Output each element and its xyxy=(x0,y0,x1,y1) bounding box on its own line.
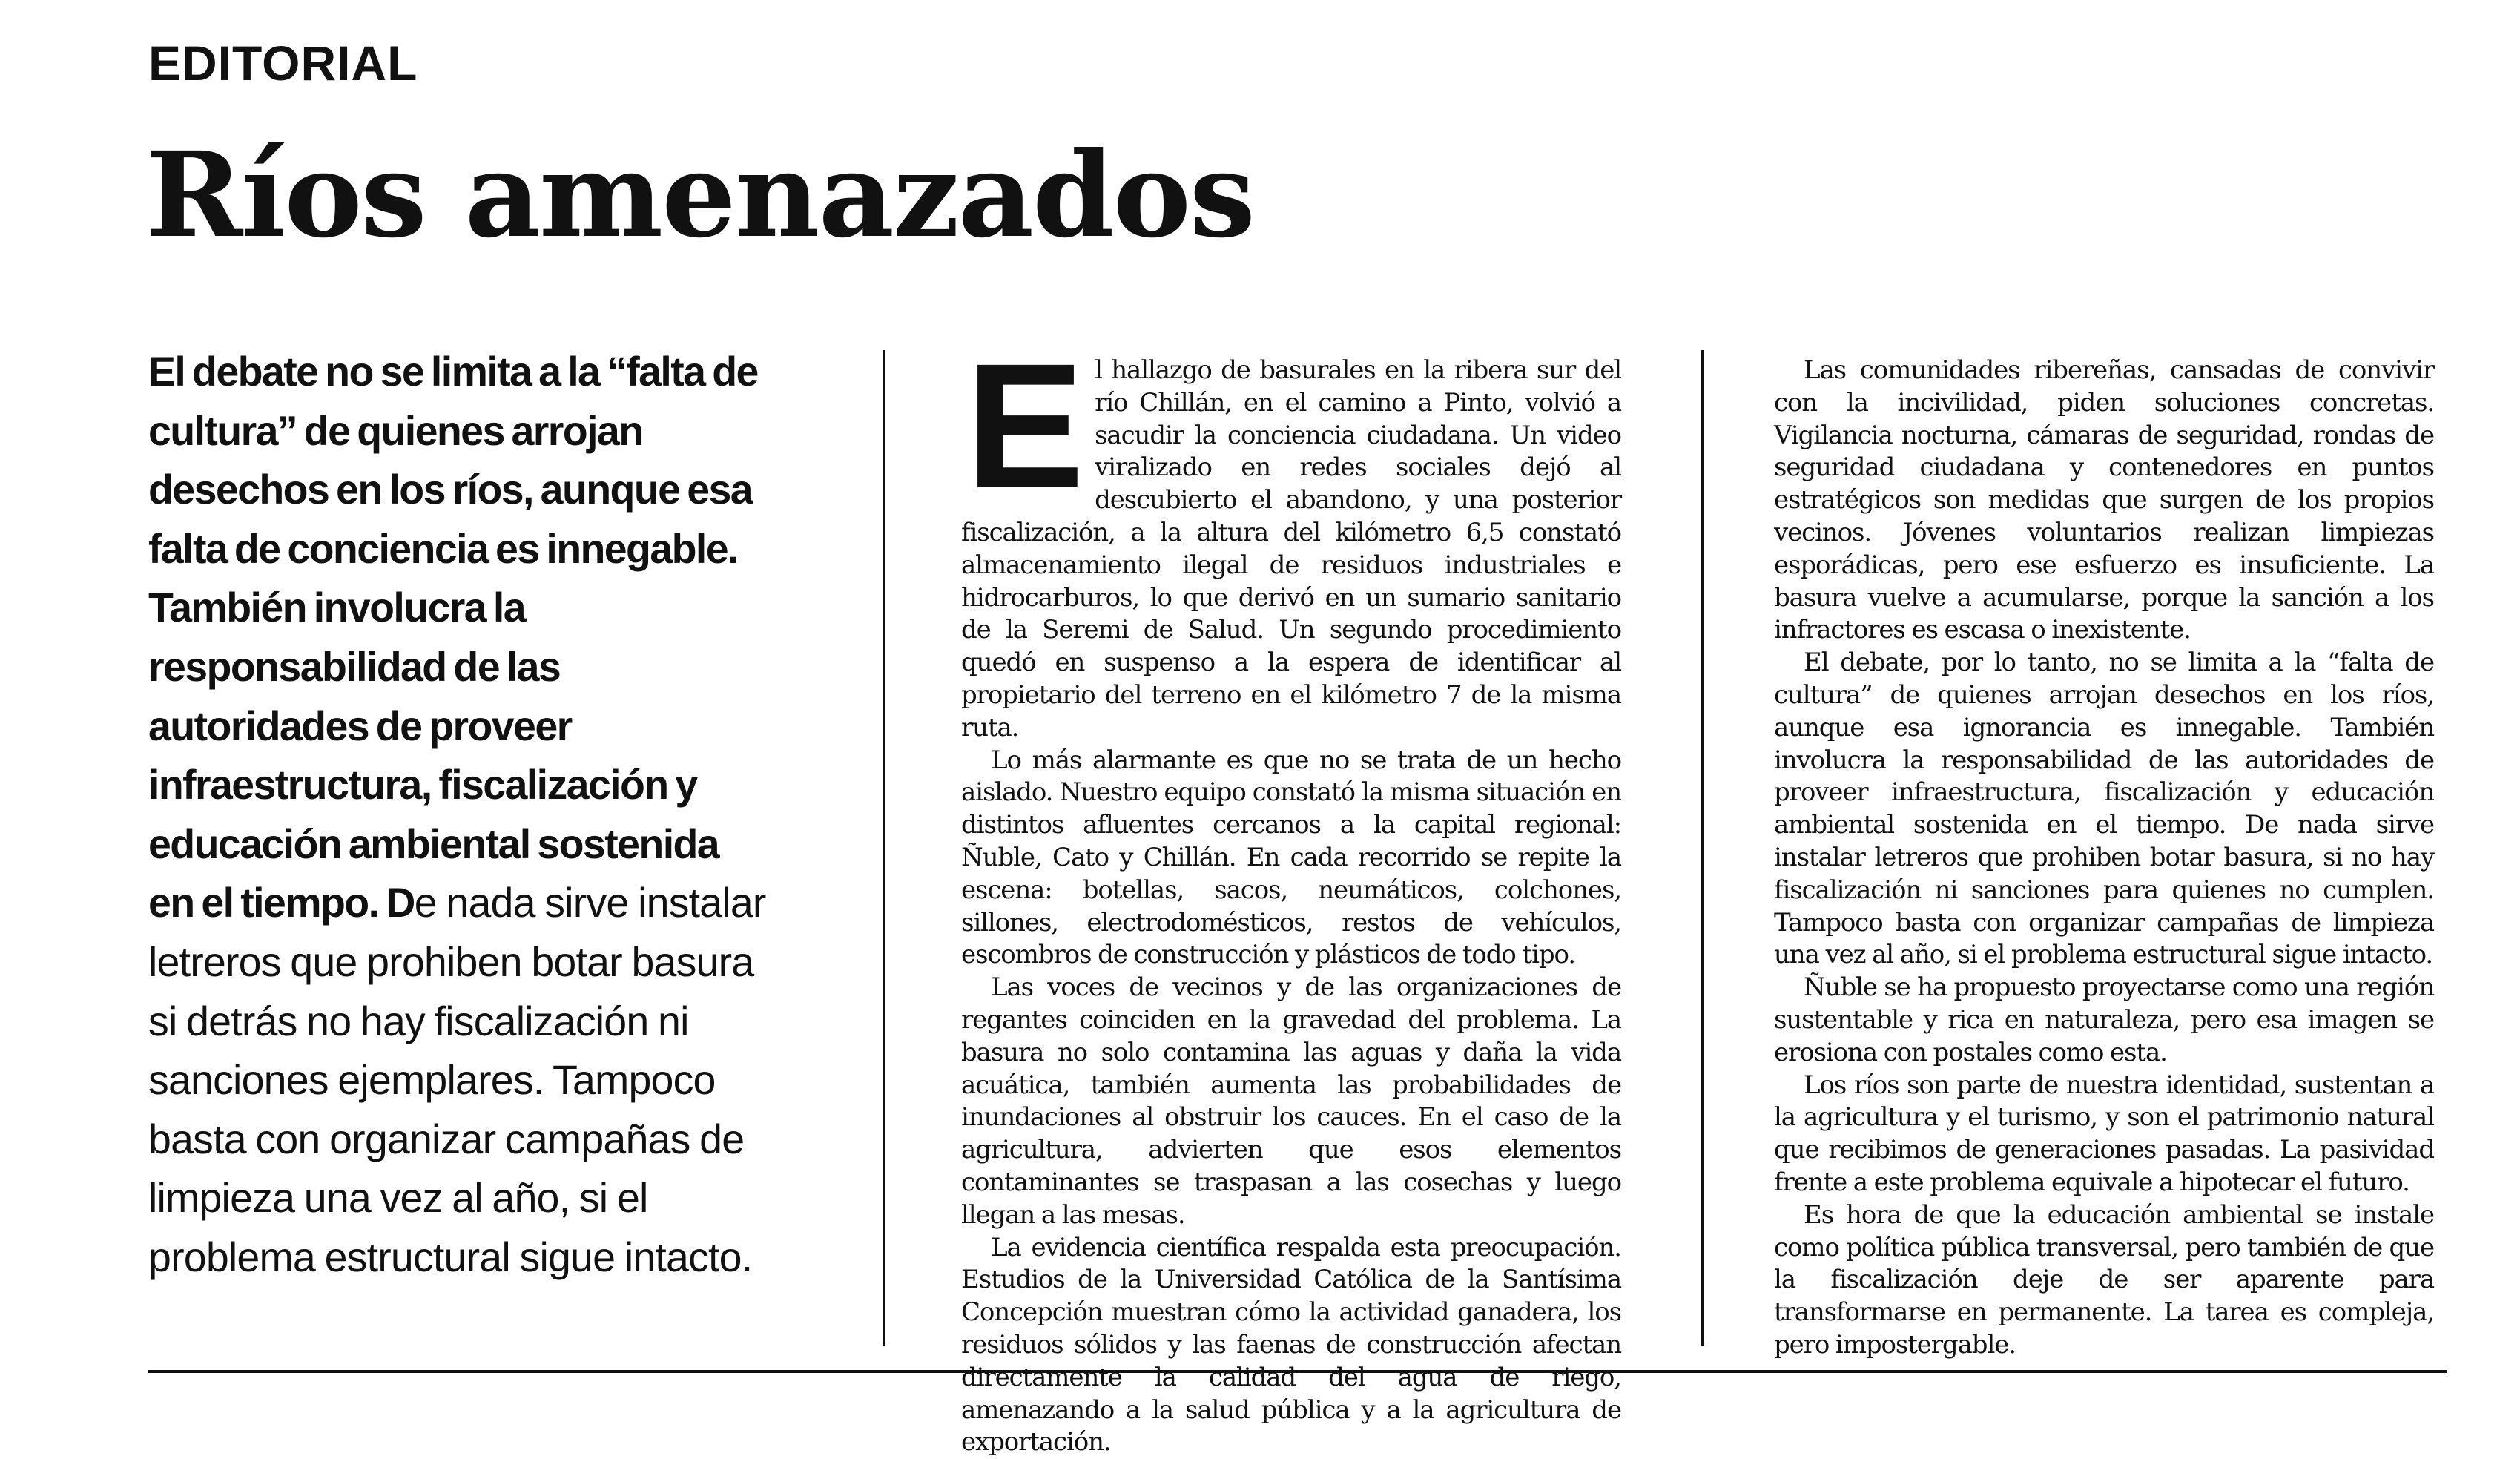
lede-summary xyxy=(148,343,771,1288)
paragraph: Lo más alarmante es que no se trata de un hecho aislado. Nuestro equipo constató la misma situación en distintos afluentes cercanos a la capital regional: Ñuble, Cato y Chillán. En cada recorrido se repite la escena: botellas, sacos, neumáticos, colchones, sillones, electrodomésticos, restos de vehículos, escombros de construcción y plásticos de todo tipo. xyxy=(961,745,1621,970)
body-column-2 xyxy=(1774,355,2434,1362)
lede-regular-text: e nada sirve instalar letreros que prohiben botar basura si detrás no hay fiscalización ni sanciones ejemplares. Tampoco basta con organizar campañas de limpieza una vez al año, si el problema estructural sigue intacto. xyxy=(148,880,766,1280)
body-column-1 xyxy=(961,326,1621,1459)
paragraph: Las comunidades ribereñas, cansadas de convivir con la incivilidad, piden soluciones concretas. Vigilancia nocturna, cámaras de seguridad, rondas de seguridad ciudadana y contenedores en puntos estratégicos son medidas que surgen de los propios vecinos. Jóvenes voluntarios realizan limpiezas esporádicas, pero ese esfuerzo es insuficiente. La basura vuelve a acumularse, porque la sanción a los infractores es escasa o inexistente. xyxy=(1774,355,2434,645)
paragraph: La evidencia científica respalda esta preocupación. Estudios de la Universidad Católica de la Santísima Concepción muestran cómo la actividad ganadera, los residuos sólidos y las faenas de construcción afectan directamente la calidad del agua de riego, amenazando a la salud pública y a la agricultura de exportación. xyxy=(961,1232,1621,1458)
paragraph: Los ríos son parte de nuestra identidad, sustentan a la agricultura y el turismo, y son el patrimonio natural que recibimos de generaciones pasadas. La pasividad frente a este problema equivale a hipotecar el futuro. xyxy=(1774,1070,2434,1197)
paragraph: l hallazgo de basurales en la ribera sur del río Chillán, en el camino a Pinto, volvió a sacudir la conciencia ciudadana. Un video viralizado en redes sociales dejó al descubierto el abandono, y una posterior fiscalización, a la altura del kilómetro 6,5 constató almacenamiento ilegal de residuos industriales e hidrocarburos, lo que derivó en un sumario sanitario de la Seremi de Salud. Un segundo procedimiento quedó en suspenso a la espera de identificar al propietario del terreno en el kilómetro 7 de la misma ruta. xyxy=(961,355,1621,742)
paragraph: El debate, por lo tanto, no se limita a la “falta de cultura” de quienes arrojan desechos en los ríos, aunque esa ignorancia es innegable. También involucra la responsabilidad de las autoridades de proveer infraestructura, fiscalización y educación ambiental sostenida en el tiempo. De nada sirve instalar letreros que prohiben botar basura, si no hay fiscalización ni sanciones para quienes no cumplen. Tampoco basta con organizar campañas de limpieza una vez al año, si el problema estructural sigue intacto. xyxy=(1774,648,2434,970)
drop-cap: E xyxy=(966,326,1085,525)
column-divider-right xyxy=(1701,350,1704,1346)
paragraph: Es hora de que la educación ambiental se instale como política pública transversal, pero también de que la fiscalización deje de ser aparente para transformarse en permanente. La tarea es compleja, pero impostergable. xyxy=(1774,1199,2434,1360)
section-label: EDITORIAL xyxy=(148,36,418,90)
column-divider-left xyxy=(883,350,885,1346)
paragraph: Ñuble se ha propuesto proyectarse como una región sustentable y rica en naturaleza, pero esa imagen se erosiona con postales como esta. xyxy=(1774,972,2434,1067)
headline: Ríos amenazados xyxy=(145,127,1254,264)
bottom-rule xyxy=(148,1370,2447,1373)
paragraph: Las voces de vecinos y de las organizaciones de regantes coinciden en la gravedad del problema. La basura no solo contamina las aguas y daña la vida acuática, también aumenta las probabilidades de inundaciones al obstruir los cauces. En el caso de la agricultura, advierten que esos elementos contaminantes se traspasan a las cosechas y luego llegan a las mesas. xyxy=(961,972,1621,1230)
lede-bold-text: El debate no se limita a la “falta de cultura” de quienes arrojan desechos en los ríos, aunque esa falta de conciencia es innegable. También involucra la responsabilidad de las autoridades de proveer infraestructura, fiscalización y educación ambiental sostenida en el tiempo. D xyxy=(148,349,758,926)
